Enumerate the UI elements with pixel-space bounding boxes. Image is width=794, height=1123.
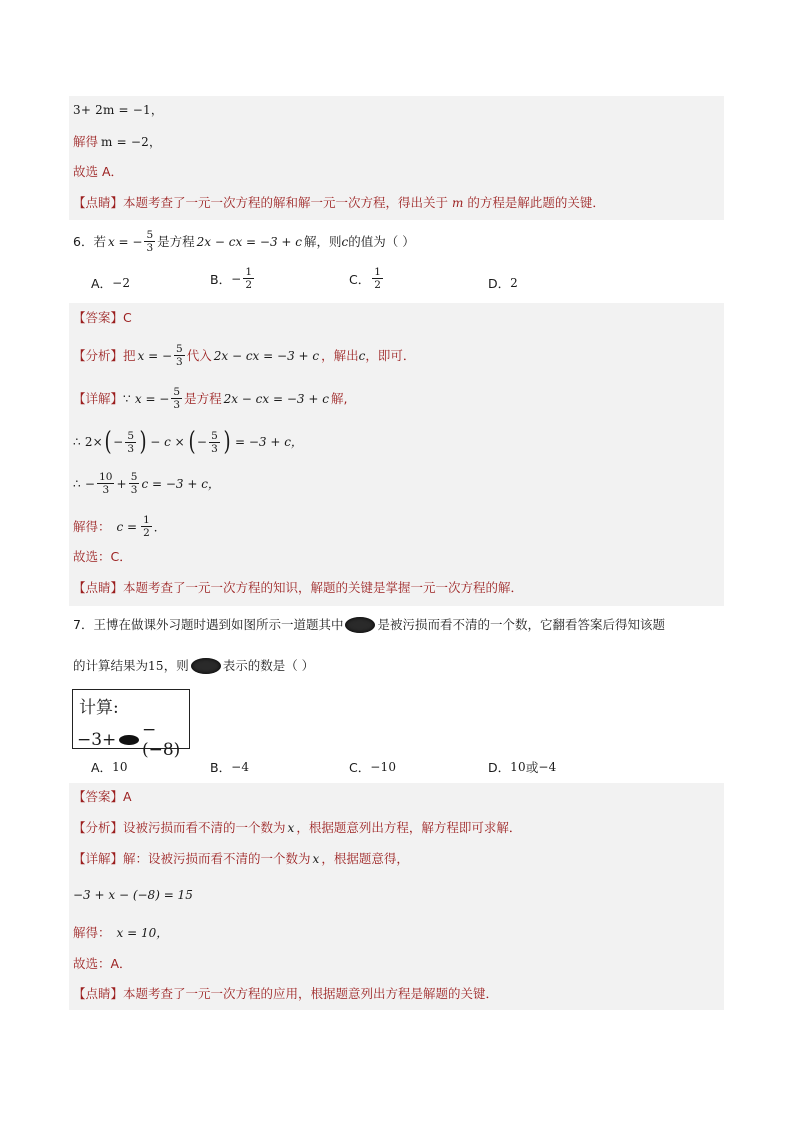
detail-eq: 2x − cx = −3 + c	[223, 391, 329, 406]
analysis-c: ，解出	[321, 347, 359, 363]
q7-comment	[73, 985, 498, 1003]
calc-expr-b: −(−8)	[141, 720, 181, 760]
calculation-figure	[72, 689, 190, 760]
solve-label: 解得：	[73, 518, 111, 534]
q6-stem-d: 的值为（ ）	[348, 233, 415, 249]
equation-text: −3 + x − (−8) = 15	[73, 888, 193, 902]
option-mid: 或	[525, 760, 539, 775]
step2-a: ∴ −	[73, 476, 96, 491]
frac-num: 10	[99, 471, 113, 483]
solve-value: x = 10，	[116, 926, 169, 940]
frac-num: 5	[146, 229, 154, 241]
q7-answer	[73, 788, 132, 806]
option-letter: B．	[210, 760, 232, 775]
q5-comment	[73, 194, 605, 212]
q5-line-2	[73, 133, 161, 151]
q5-eq-2: m = −2，	[101, 135, 162, 149]
frac-den: 3	[211, 442, 218, 455]
step1-a: ∴ 2×	[73, 435, 103, 449]
option-value: −10	[370, 760, 397, 774]
q7-stem-line-1	[73, 616, 665, 634]
q7-choose	[73, 955, 132, 973]
analysis-var: c	[358, 348, 366, 363]
frac-den: 3	[173, 399, 181, 411]
analysis-b: 代入	[186, 347, 212, 363]
q6-stem	[73, 229, 415, 254]
q6-step-2	[73, 471, 220, 496]
calc-expression	[77, 720, 189, 760]
solve-frac	[141, 514, 152, 539]
q6-stem-b: 是方程	[157, 233, 195, 249]
left-paren: (	[188, 427, 196, 457]
step1-frac-2	[209, 430, 220, 455]
step1-c: = −3 + c，	[234, 435, 303, 449]
left-paren: (	[104, 427, 112, 457]
q7-detail	[73, 850, 409, 868]
option-value: 10	[510, 760, 526, 774]
analysis-x: x = −	[137, 348, 173, 363]
q7-stem-e: 表示的数是（ ）	[222, 658, 315, 673]
q6-stem-var: c	[341, 234, 349, 249]
frac-den: 3	[102, 484, 110, 496]
option-letter: A．	[91, 760, 113, 775]
option-value: −4	[231, 760, 250, 774]
minus-sign: −	[196, 435, 208, 449]
comment-tag: 【点睛】	[73, 986, 124, 1001]
analysis-eq: 2x − cx = −3 + c	[213, 348, 320, 363]
option-value: −2	[112, 276, 131, 290]
option-value: 2	[510, 276, 518, 290]
detail-b: ，根据题意得，	[321, 851, 409, 866]
smudge-icon	[191, 658, 221, 674]
analysis-a: 设被污损而看不清的一个数为	[123, 820, 286, 835]
frac-num: 5	[211, 429, 218, 442]
option-letter: D．	[488, 760, 511, 775]
frac-den: 2	[245, 279, 253, 291]
step2-b: c = −3 + c，	[141, 476, 220, 491]
frac-num: 5	[173, 386, 181, 398]
right-paren: )	[223, 427, 231, 457]
q6-option-d[interactable]	[488, 274, 518, 292]
calc-title: 计算:	[79, 698, 119, 718]
q7-equation	[73, 886, 193, 904]
q6-stem-a: 6．若	[73, 233, 106, 249]
q5-comment-b: 的方程是解此题的关键．	[467, 195, 605, 210]
detail-x: x = −	[134, 391, 170, 406]
q6-detail	[73, 386, 347, 411]
q7-stem-val: 15	[148, 659, 164, 673]
q7-analysis	[73, 819, 521, 837]
choose-text: 故选：A．	[73, 956, 132, 971]
option-letter: C．	[349, 271, 371, 287]
q5-eq-1: 3+ 2m = −1，	[73, 103, 164, 117]
analysis-b: ，根据题意列出方程，解方程即可求解．	[296, 820, 522, 835]
option-letter: A．	[91, 276, 113, 291]
frac-num: 1	[143, 514, 150, 526]
q6-option-a[interactable]	[91, 274, 130, 292]
q7-stem-line-2	[73, 657, 314, 675]
frac-den: 2	[143, 527, 150, 539]
comment-text: 本题考查了一元一次方程的应用，根据题意列出方程是解题的关键．	[123, 986, 499, 1001]
q5-solve-label: 解得	[73, 134, 99, 149]
frac-num: 1	[245, 266, 253, 278]
frac-den: 3	[130, 484, 138, 496]
q6-solve	[73, 514, 166, 539]
step1-frac-1	[125, 430, 136, 455]
q6-analysis	[73, 343, 415, 368]
q6-option-b[interactable]	[210, 266, 256, 291]
q6-option-c[interactable]	[349, 266, 385, 291]
frac-den: 3	[146, 242, 154, 254]
plus-sign: +	[116, 476, 127, 491]
solve-b: ．	[153, 519, 166, 534]
q6-stem-eq: 2x − cx = −3 + c	[196, 234, 303, 249]
q7-option-a[interactable]	[91, 758, 128, 776]
option-frac	[243, 266, 254, 291]
solve-label: 解得：	[73, 925, 111, 940]
comment-tag: 【点睛】	[73, 580, 124, 595]
q5-comment-a: 本题考查了一元一次方程的解和解一元一次方程，得出关于	[123, 195, 449, 210]
option-letter: C．	[349, 760, 371, 775]
detail-c: 解,	[330, 390, 348, 406]
analysis-frac	[174, 343, 185, 368]
q7-solve	[73, 924, 168, 942]
answer-value: A	[123, 789, 132, 804]
right-paren: )	[139, 427, 147, 457]
frac-num: 5	[176, 343, 183, 355]
analysis-var: x	[287, 821, 295, 835]
q7-stem-c: 的计算结果为	[73, 658, 149, 673]
detail-a: 解：设被污损而看不清的一个数为	[123, 851, 311, 866]
q6-choose	[73, 548, 132, 566]
frac-num: 1	[374, 266, 381, 278]
q6-step-1	[73, 429, 303, 455]
frac-num: 5	[127, 429, 135, 442]
q7-option-d[interactable]	[488, 758, 556, 776]
solve-a: c =	[116, 519, 138, 534]
choose-text: 故选：C．	[73, 549, 132, 564]
q6-answer	[73, 309, 132, 327]
answer-tag: 【答案】	[73, 310, 124, 325]
analysis-tag: 【分析】	[73, 347, 124, 363]
q7-option-b[interactable]	[210, 758, 249, 776]
answer-value: C	[123, 310, 132, 325]
frac-den: 3	[127, 442, 135, 455]
option-value: 10	[112, 760, 128, 774]
option-letter: D．	[488, 276, 511, 291]
q7-stem-b: 是被污损而看不清的一个数，它翻看答案后得知该题	[377, 617, 665, 632]
option-letter: B．	[210, 271, 232, 287]
step2-frac-1	[97, 471, 114, 496]
q7-stem-a: 7．王博在做课外习题时遇到如图所示一道题其中	[73, 617, 344, 632]
answer-tag: 【答案】	[73, 789, 124, 804]
frac-den: 2	[374, 279, 381, 291]
frac-num: 5	[130, 471, 138, 483]
q6-stem-c: 解，则	[304, 233, 342, 249]
q5-comment-tag: 【点睛】	[73, 195, 124, 210]
minus-sign: −	[113, 435, 124, 449]
step1-b: − c ×	[150, 435, 185, 449]
analysis-a: 把	[123, 347, 136, 363]
calc-expr-a: −3+	[77, 730, 117, 750]
detail-var: x	[312, 852, 320, 866]
smudge-icon	[345, 617, 375, 633]
frac-den: 3	[176, 356, 183, 368]
q5-choose: 故选 A．	[73, 164, 124, 179]
q5-line-1	[73, 101, 163, 119]
detail-frac	[171, 386, 182, 411]
q7-option-c[interactable]	[349, 758, 396, 776]
q5-line-3	[73, 163, 123, 181]
detail-b: 是方程	[184, 390, 222, 406]
detail-because: ∵	[123, 391, 131, 406]
q6-comment	[73, 579, 523, 597]
option-value-2: −4	[538, 760, 557, 774]
q7-stem-d: ，则	[163, 658, 189, 673]
smudge-icon	[119, 735, 139, 745]
comment-text: 本题考查了一元一次方程的知识，解题的关键是掌握一元一次方程的解．	[123, 580, 524, 595]
analysis-d: ，即可．	[365, 347, 416, 363]
option-sign: −	[231, 271, 242, 286]
option-frac	[372, 266, 383, 291]
q6-stem-x: x = −	[107, 234, 143, 249]
detail-tag: 【详解】	[73, 390, 124, 406]
analysis-tag: 【分析】	[73, 820, 124, 835]
q5-comment-var: m	[452, 196, 464, 210]
q6-stem-frac	[144, 229, 155, 254]
step2-frac-2	[129, 471, 140, 496]
detail-tag: 【详解】	[73, 851, 124, 866]
